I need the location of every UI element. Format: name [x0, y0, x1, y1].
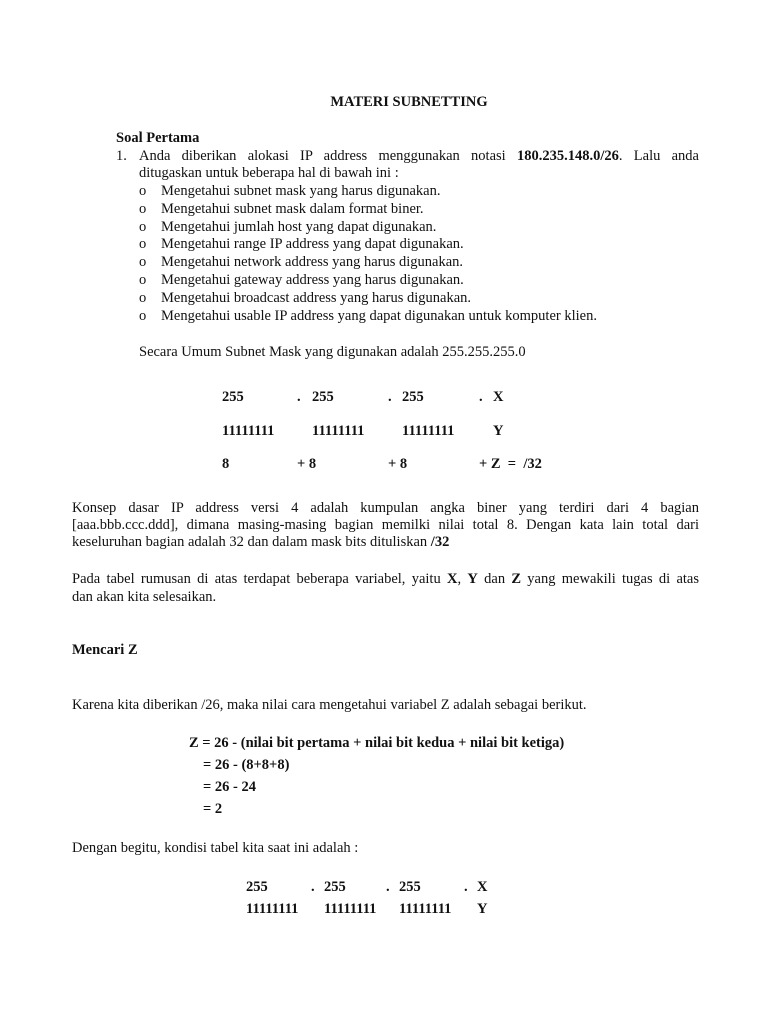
table-cell: 8: [222, 456, 230, 472]
table-cell: .: [464, 879, 468, 895]
table-cell: + 8: [297, 456, 317, 472]
table-cell: 11111111: [312, 423, 365, 439]
item-number: 1.: [116, 148, 127, 164]
table-cell: 255: [399, 879, 421, 895]
konsep-line3: keseluruhan bagian adalah 32 dan dalam mask bits dituliskan /32: [72, 534, 450, 550]
formula-line: = 26 - (8+8+8): [203, 757, 290, 773]
bullet-icon: o: [139, 201, 147, 217]
table-cell: + Z = /32: [479, 456, 542, 472]
karena-text: Karena kita diberikan /26, maka nilai cara mengetahui variabel Z adalah sebagai berikut.: [72, 697, 587, 713]
table-cell: 11111111: [402, 423, 455, 439]
table-cell: .: [386, 879, 390, 895]
list-item: o Mengetahui usable IP address yang dapat digunakan untuk komputer klien.: [139, 308, 597, 324]
list-item: o Mengetahui range IP address yang dapat digunakan.: [139, 236, 464, 252]
table-cell: X: [493, 389, 504, 405]
bullet-icon: o: [139, 272, 147, 288]
pada-line2: dan akan kita selesaikan.: [72, 589, 217, 605]
table-cell: Y: [477, 901, 488, 917]
table-cell: .: [311, 879, 315, 895]
bullet-icon: o: [139, 219, 147, 235]
table-cell: 11111111: [399, 901, 452, 917]
item-intro-line2: ditugaskan untuk beberapa hal di bawah ini :: [139, 165, 399, 181]
page-title: MATERI SUBNETTING: [330, 94, 488, 110]
section-heading-mencari-z: Mencari Z: [72, 642, 138, 658]
table-cell: 11111111: [246, 901, 299, 917]
konsep-line2: [aaa.bbb.ccc.ddd], dimana masing-masing bagian memilki nilai total 8. Dengan kata lain total dari: [72, 517, 699, 533]
formula-line: = 2: [203, 801, 223, 817]
table-cell: 255: [246, 879, 268, 895]
table-cell: .: [297, 389, 301, 405]
list-item: o Mengetahui network address yang harus digunakan.: [139, 254, 464, 270]
list-item: o Mengetahui broadcast address yang harus digunakan.: [139, 290, 472, 306]
formula-line: = 26 - 24: [203, 779, 256, 795]
formula-line: Z = 26 - (nilai bit pertama + nilai bit kedua + nilai bit ketiga): [189, 735, 565, 751]
konsep-line1: Konsep dasar IP address versi 4 adalah kumpulan angka biner yang terdiri dari 4 bagian: [72, 500, 699, 516]
bullet-icon: o: [139, 236, 147, 252]
table-cell: Y: [493, 423, 504, 439]
bullet-icon: o: [139, 183, 147, 199]
table-cell: 255: [312, 389, 334, 405]
bullet-icon: o: [139, 308, 147, 324]
item-intro-line1: Anda diberikan alokasi IP address menggunakan notasi 180.235.148.0/26. Lalu anda: [139, 148, 699, 164]
table-cell: .: [479, 389, 483, 405]
table-cell: 255: [324, 879, 346, 895]
list-item: o Mengetahui jumlah host yang dapat digunakan.: [139, 219, 437, 235]
list-item: o Mengetahui gateway address yang harus digunakan.: [139, 272, 464, 288]
table-cell: .: [388, 389, 392, 405]
pada-line1: Pada tabel rumusan di atas terdapat beberapa variabel, yaitu X, Y dan Z yang mewakili tugas di atas: [72, 571, 700, 587]
table-cell: X: [477, 879, 488, 895]
table-cell: 255: [402, 389, 424, 405]
list-item: o Mengetahui subnet mask yang harus digunakan.: [139, 183, 441, 199]
table-cell: 255: [222, 389, 244, 405]
bullet-icon: o: [139, 290, 147, 306]
dengan-text: Dengan begitu, kondisi tabel kita saat ini adalah :: [72, 840, 359, 856]
bullet-icon: o: [139, 254, 147, 270]
list-item: o Mengetahui subnet mask dalam format biner.: [139, 201, 424, 217]
subnet-mask-general: Secara Umum Subnet Mask yang digunakan adalah 255.255.255.0: [139, 344, 526, 360]
table-cell: + 8: [388, 456, 408, 472]
section-heading-soal: Soal Pertama: [116, 130, 200, 146]
table-cell: 11111111: [324, 901, 377, 917]
table-cell: 11111111: [222, 423, 275, 439]
